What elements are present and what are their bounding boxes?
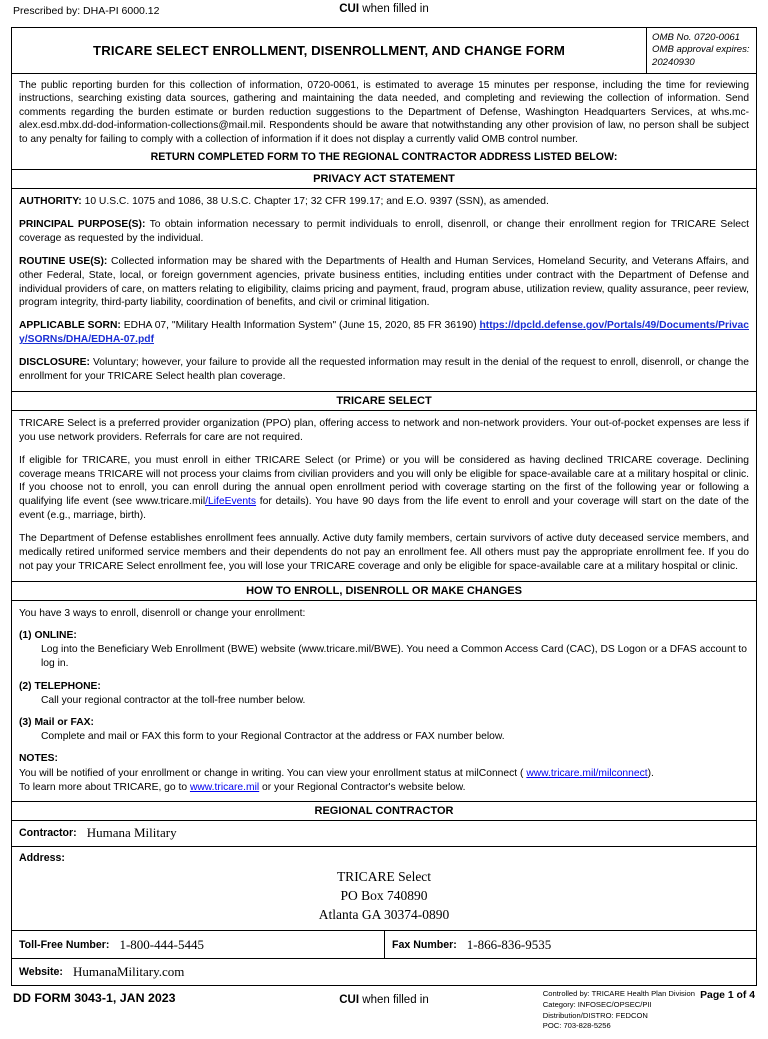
notes-line-2-part1: To learn more about TRICARE, go to bbox=[19, 781, 190, 793]
website-value[interactable]: HumanaMilitary.com bbox=[72, 964, 185, 979]
notes-line-1 bbox=[19, 767, 749, 781]
cui-banner-top-bold: CUI bbox=[339, 3, 360, 15]
principal-purpose-paragraph bbox=[19, 218, 749, 246]
website-label: Website: bbox=[19, 966, 63, 978]
return-instruction: RETURN COMPLETED FORM TO THE REGIONAL CONTRACTOR ADDRESS LISTED BELOW: bbox=[150, 151, 618, 164]
sorn-text: EDHA 07, "Military Health Information System" (June 15, 2020, 85 FR 36190) bbox=[120, 320, 480, 332]
disclosure-label: DISCLOSURE: bbox=[19, 357, 90, 369]
enroll-method-1-heading: (1) ONLINE: bbox=[19, 629, 77, 641]
toll-free-value[interactable]: 1-800-444-5445 bbox=[119, 936, 204, 952]
omb-expires-label: OMB approval expires: bbox=[652, 44, 750, 56]
privacy-act-body bbox=[12, 189, 756, 391]
omb-number: OMB No. 0720-0061 bbox=[652, 32, 740, 43]
principal-purpose-label: PRINCIPAL PURPOSE(S): bbox=[19, 218, 146, 230]
tricare-select-body bbox=[12, 411, 756, 581]
control-markings bbox=[543, 989, 695, 1032]
burden-statement: The public reporting burden for this collection of information, 0720-0061, is estimated to average 15 minutes per response, including the time for reviewing instructions, searching existing data sources, gathering and maintaining the data needed, and completing and reviewing the collection of information. Send comments regarding the burden estimate or burden reduction suggestions to the Department of Defense, Washington Headquarters Services, at whs.mc-alex.esd.mbx.dd-dod-information-collections@mail.mil. Respondents should be aware that notwithstanding any other provision of law, no person shall be subject to any penalty for failing to comply with a collection of information if it does not display a currently valid OMB control number. bbox=[19, 79, 749, 145]
category-line: Category: INFOSEC/OPSEC/PII bbox=[542, 999, 652, 1009]
routine-use-label: ROUTINE USE(S): bbox=[19, 255, 108, 267]
website-row bbox=[12, 958, 756, 985]
form-number: DD FORM 3043-1, JAN 2023 bbox=[13, 991, 176, 1005]
omb-box bbox=[646, 28, 756, 73]
tricare-select-p2-part2: for details). You have 90 days from the life event to enroll and your coverage will start on the date of the event (e.g., marriage, birth). bbox=[19, 496, 749, 522]
disclosure-text: Voluntary; however, your failure to provide all the requested information may result in the denial of the request to enroll, disenroll, or change the enrollment for your TRICARE Select health plan coverage. bbox=[19, 357, 749, 382]
sorn-paragraph bbox=[19, 319, 749, 347]
address-label: Address: bbox=[19, 852, 65, 864]
address-value[interactable] bbox=[12, 867, 756, 924]
contractor-value[interactable]: Humana Military bbox=[86, 825, 177, 840]
sorn-label: APPLICABLE SORN: bbox=[19, 320, 121, 332]
enroll-method-2-body: Call your regional contractor at the toll-free number below. bbox=[41, 694, 306, 706]
milconnect-link[interactable]: www.tricare.mil/milconnect bbox=[526, 767, 648, 779]
cui-banner-bottom-rest: when filled in bbox=[359, 994, 429, 1006]
disclosure-paragraph bbox=[19, 356, 749, 384]
cui-banner-bottom-bold: CUI bbox=[339, 994, 360, 1006]
form-body bbox=[11, 27, 757, 986]
fax-label: Fax Number: bbox=[392, 938, 457, 951]
notes-line-1-part1: You will be notified of your enrollment or change in writing. You can view your enrollment status at milConnect ( bbox=[19, 767, 527, 779]
fax-value[interactable]: 1-866-836-9535 bbox=[466, 936, 552, 952]
life-events-link[interactable]: /LifeEvents bbox=[205, 496, 257, 508]
prescribed-by-text: Prescribed by: DHA-PI 6000.12 bbox=[13, 5, 160, 17]
tricare-select-paragraph-1: TRICARE Select is a preferred provider organization (PPO) plan, offering access to network and non-network providers. Your out-of-pocket expenses are less if you use network providers. Referrals for care are not required. bbox=[19, 417, 749, 443]
address-row bbox=[12, 846, 756, 930]
enroll-method-3-heading: (3) Mail or FAX: bbox=[19, 716, 94, 728]
fax-cell bbox=[384, 931, 756, 958]
tricare-select-heading: TRICARE SELECT bbox=[12, 391, 756, 411]
notes-heading: NOTES: bbox=[19, 753, 58, 765]
address-line-3: Atlanta GA 30374-0890 bbox=[318, 907, 450, 923]
enroll-method-3-body: Complete and mail or FAX this form to your Regional Contractor at the address or FAX number below. bbox=[41, 731, 505, 743]
authority-text: 10 U.S.C. 1075 and 1086, 38 U.S.C. Chapter 17; 32 CFR 199.17; and E.O. 9397 (SSN), as amended. bbox=[81, 196, 549, 208]
distribution-line: Distribution/DISTRO: FEDCON bbox=[542, 1010, 648, 1020]
toll-free-label: Toll-Free Number: bbox=[19, 938, 110, 951]
page-top-bar bbox=[11, 0, 757, 27]
tricare-select-p2-part1: If eligible for TRICARE, you must enroll in either TRICARE Select (or Prime) or you will be considered as having declined TRICARE coverage. Declining coverage means TRICARE will not process your claims from civilian providers and you will only be eligible for space-available care at a military hospital or clinic. If you choose not to enroll, you can enroll during the annual open enrollment period with coverage starting on the first of the following year or following a qualifying life event (see www.tricare.mil bbox=[19, 454, 749, 508]
authority-paragraph bbox=[19, 195, 749, 209]
tricare-select-paragraph-2 bbox=[19, 454, 749, 523]
toll-free-cell bbox=[12, 931, 384, 958]
page-footer bbox=[11, 989, 757, 1039]
tricare-select-paragraph-3: The Department of Defense establishes enrollment fees annually. Active duty family members, certain survivors of active duty deceased service members, and medically retired uniformed service members and their dependents do not pay an enrollment fee. All others must pay the appropriate enrollment fee. If you do not pay your TRICARE Select enrollment fee, you will lose your TRICARE coverage and only be eligible for space-available care at a military hospital or clinic. bbox=[19, 533, 749, 572]
phone-fax-row bbox=[12, 930, 756, 958]
cui-banner-top bbox=[11, 3, 757, 15]
how-to-enroll-body bbox=[12, 601, 756, 801]
routine-use-text: Collected information may be shared with the Departments of Health and Human Services, Homeland Security, and Veterans Affairs, and other Federal, State, local, or foreign government agencies, private business entities, including entities under contract with the Department of Defense and individual providers of care, on matters relating to eligibility, claims pricing and payment, fraud, program abuse, utilization review, quality assurance, peer review, program integrity, third-party liability, coordination of benefits, and civil or criminal litigation. bbox=[19, 255, 749, 309]
authority-label: AUTHORITY: bbox=[19, 196, 82, 208]
enroll-method-2-heading: (2) TELEPHONE: bbox=[19, 680, 101, 692]
contractor-label: Contractor: bbox=[19, 827, 77, 839]
privacy-act-heading: PRIVACY ACT STATEMENT bbox=[12, 169, 756, 189]
poc-line: POC: 703-828-5256 bbox=[542, 1021, 611, 1031]
contractor-row bbox=[12, 820, 756, 846]
title-row bbox=[12, 28, 756, 73]
address-line-1: TRICARE Select bbox=[336, 869, 432, 884]
principal-purpose-text: To obtain information necessary to permit individuals to enroll, disenroll, or change their enrollment region for TRICARE Select coverage as requested by the individual. bbox=[19, 218, 749, 244]
sorn-link[interactable]: https://dpcld.defense.gov/Portals/49/Documents/Privacy/SORNs/DHA/EDHA-07.pdf bbox=[19, 320, 749, 346]
how-to-intro: You have 3 ways to enroll, disenroll or change your enrollment: bbox=[19, 607, 306, 619]
page-title: TRICARE SELECT ENROLLMENT, DISENROLLMENT, AND CHANGE FORM bbox=[93, 42, 565, 58]
routine-use-paragraph bbox=[19, 255, 749, 311]
notes-line-2 bbox=[19, 781, 749, 795]
address-line-2: PO Box 740890 bbox=[340, 888, 428, 904]
how-to-enroll-heading: HOW TO ENROLL, DISENROLL OR MAKE CHANGES bbox=[12, 581, 756, 601]
cui-banner-top-rest: when filled in bbox=[359, 3, 429, 15]
page-number: Page 1 of 4 bbox=[700, 990, 755, 1001]
omb-expires-value: 20240930 bbox=[652, 56, 695, 68]
enroll-method-1-body: Log into the Beneficiary Web Enrollment (BWE) website (www.tricare.mil/BWE). You need a Common Access Card (CAC), DS Logon or a DFAS account to log in. bbox=[41, 644, 748, 670]
tricare-mil-link[interactable]: www.tricare.mil bbox=[189, 781, 260, 793]
controlled-by-line: Controlled by: TRICARE Health Plan Division bbox=[542, 989, 695, 998]
notes-line-1-part2: ). bbox=[647, 767, 654, 779]
regional-contractor-heading: REGIONAL CONTRACTOR bbox=[12, 801, 756, 820]
notes-line-2-part2: or your Regional Contractor's website below. bbox=[259, 781, 466, 793]
